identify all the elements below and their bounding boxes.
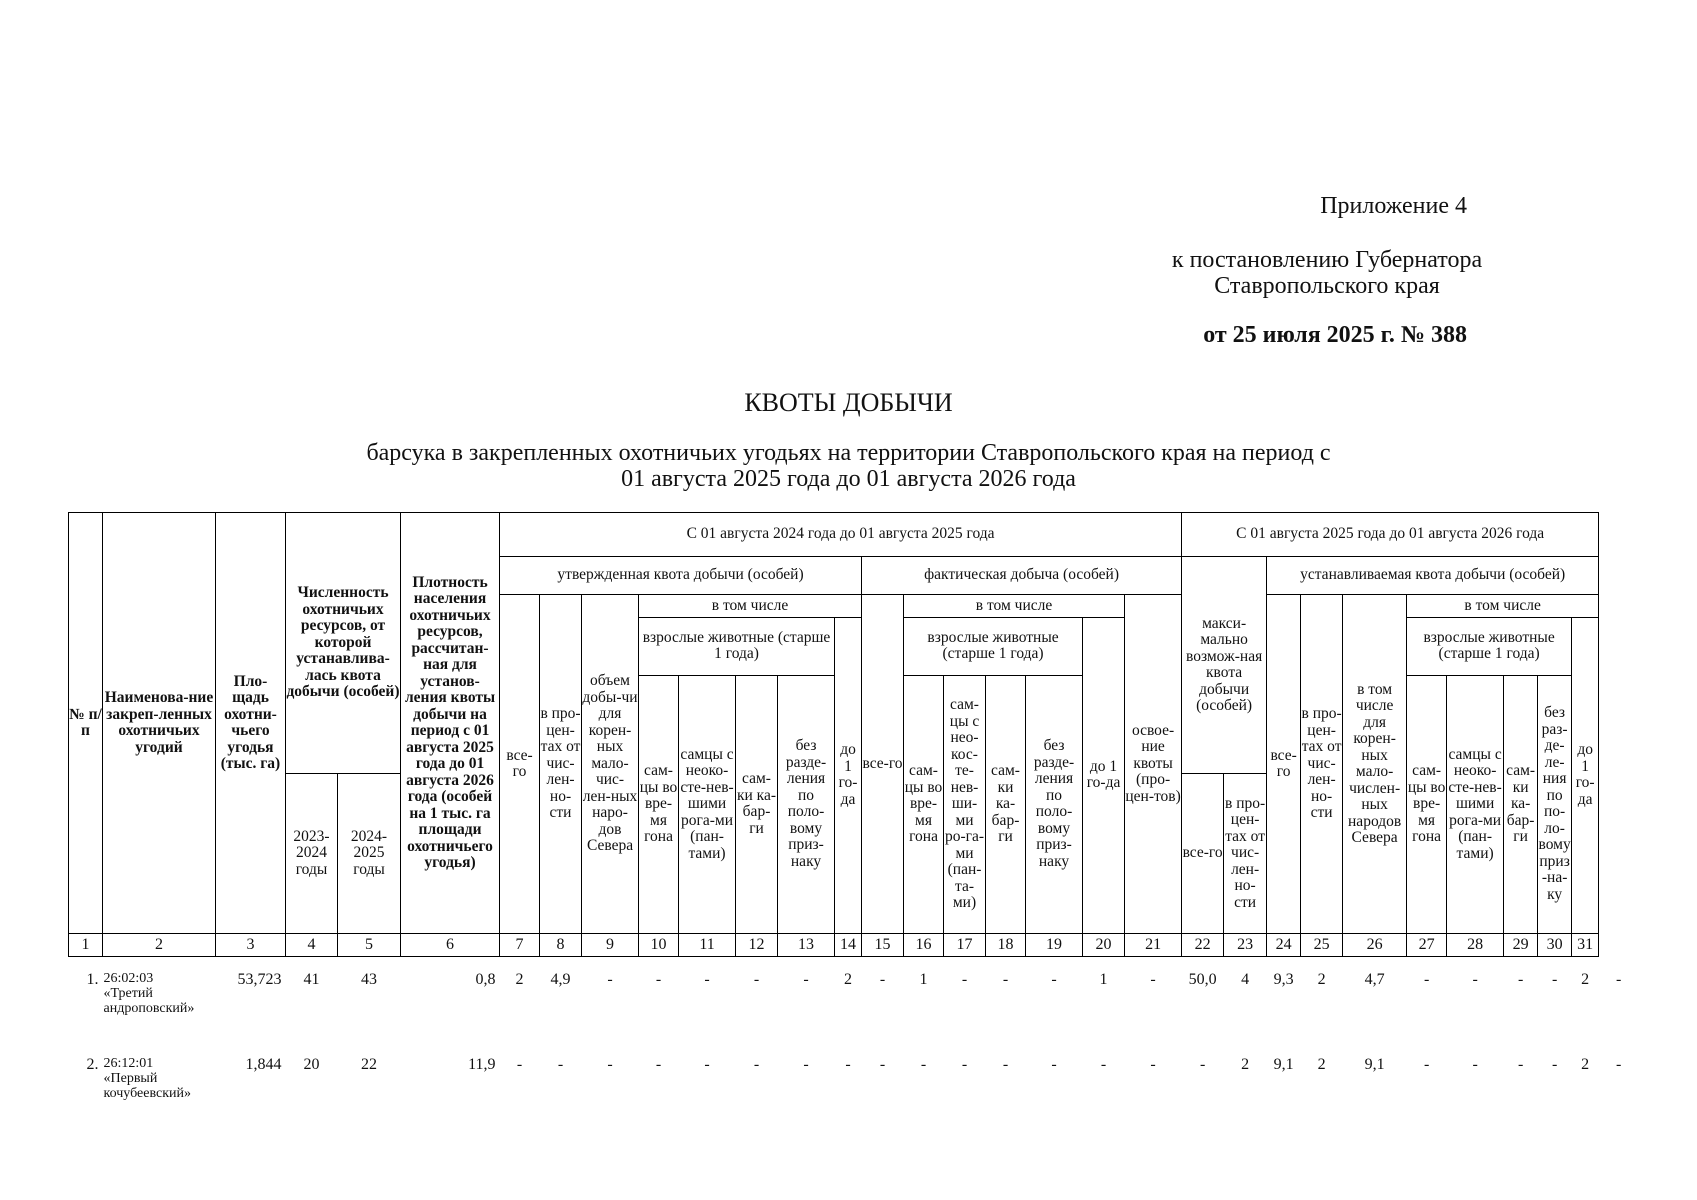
column-number-cell: 25 <box>1301 934 1343 957</box>
set-nosex-header: без раз-де-ле-ния по по-ло-вому приз-на-ку <box>1538 675 1572 933</box>
table-cell: 43 <box>361 971 377 988</box>
column-number-cell: 26 <box>1343 934 1407 957</box>
column-number-cell: 2 <box>103 934 216 957</box>
row-name-code: 26:12:01 <box>103 1056 154 1071</box>
approved-indigenous-header: объем добы-чи для корен-ных мало-чис-лен-ных наро-дов Севера <box>582 595 639 934</box>
table-cell: - <box>1100 1056 1107 1073</box>
table-cell: 1,844 <box>245 1056 282 1073</box>
col-num-header: № п/п <box>69 513 103 934</box>
approved-total-header: все-го <box>500 595 540 934</box>
table-cell: - <box>1150 1056 1156 1073</box>
table-cell: 2 <box>844 971 853 988</box>
table-cell: - <box>1051 971 1057 988</box>
table-cell: 53,723 <box>237 971 282 988</box>
mastery-header: освое-ние квоты (про-цен-тов) <box>1125 595 1182 934</box>
period-prev-header: С 01 августа 2024 года до 01 августа 2025 года <box>500 513 1182 557</box>
approved-under1-header: до 1 го-да <box>835 617 862 934</box>
table-cell: - <box>1551 971 1558 988</box>
table-cell: 0,8 <box>475 971 496 988</box>
actual-harvest-header: фактическая добыча (особей) <box>862 557 1182 595</box>
row-num: 1. <box>86 971 99 988</box>
table-cell: - <box>607 971 613 988</box>
table-cell: - <box>1472 971 1478 988</box>
table-cell: - <box>845 1056 851 1073</box>
column-number-cell: 22 <box>1182 934 1224 957</box>
column-number-cell: 13 <box>778 934 835 957</box>
row-name-code: 26:02:03 <box>103 971 154 986</box>
approved-percent-header: в про-цен-тах от чис-лен-но-сти <box>540 595 582 934</box>
column-number-cell: 27 <box>1407 934 1447 957</box>
table-cell: - <box>1423 971 1430 988</box>
table-cell: 2 <box>1241 1056 1250 1073</box>
column-number-row <box>69 934 1639 957</box>
table-cell: - <box>1051 1056 1057 1073</box>
table-row <box>69 957 1639 1043</box>
approved-females-header: сам-ки ка-бар-ги <box>736 675 778 933</box>
column-number-cell: 28 <box>1447 934 1504 957</box>
table-cell: - <box>557 1056 564 1073</box>
table-cell: - <box>1199 1056 1206 1073</box>
row-num: 2. <box>86 1056 99 1073</box>
table-cell: - <box>961 971 968 988</box>
table-cell: 4,9 <box>550 971 571 988</box>
set-under1-header: до 1 го-да <box>1572 617 1599 934</box>
column-number-cell: 11 <box>679 934 736 957</box>
table-cell: - <box>879 971 886 988</box>
row-name <box>103 1042 216 1127</box>
table-cell: - <box>1517 971 1524 988</box>
table-cell: 4 <box>1241 971 1250 988</box>
table-cell: - <box>803 971 809 988</box>
column-number-cell: 1 <box>69 934 103 957</box>
table-cell: 4,7 <box>1364 971 1385 988</box>
table-cell: - <box>961 1056 968 1073</box>
column-number-cell: 29 <box>1504 934 1538 957</box>
table-cell: - <box>704 971 710 988</box>
table-row <box>69 1042 1639 1127</box>
column-number-cell: 19 <box>1026 934 1083 957</box>
table-cell: - <box>920 1056 927 1073</box>
appendix-label: Приложение 4 <box>1320 193 1467 219</box>
table-cell: - <box>655 971 662 988</box>
column-number-cell: 18 <box>986 934 1026 957</box>
table-cell: - <box>1150 971 1156 988</box>
column-number-cell: 6 <box>401 934 500 957</box>
table-cell: - <box>1517 1056 1524 1073</box>
table-cell: - <box>803 1056 809 1073</box>
column-number-cell: 8 <box>540 934 582 957</box>
col-2023-2024-header: 2023-2024 годы <box>286 774 338 934</box>
actual-under1-header: до 1 го-да <box>1083 617 1125 934</box>
column-number-cell: 21 <box>1125 934 1182 957</box>
column-number-cell: 15 <box>862 934 904 957</box>
actual-nosex-header: без разде-ления по поло-вому приз-наку <box>1026 675 1083 933</box>
table-cell: - <box>1472 1056 1478 1073</box>
actual-males-antlers-header: сам-цы с нео-кос-те-нев-ши-ми ро-га-ми (пан-та-ми) <box>944 675 986 933</box>
set-percent-header: в про-цен-тах от чис-лен-но-сти <box>1301 595 1343 934</box>
actual-including-header: в том числе <box>904 595 1125 617</box>
max-quota-header: макси-мально возмож-ная квота добычи (особей) <box>1182 557 1267 774</box>
table-cell: - <box>879 1056 886 1073</box>
max-percent-header: в про-цен-тах от чис-лен-но-сти <box>1224 774 1267 934</box>
table-cell: 9,1 <box>1364 1056 1385 1073</box>
table-cell: 11,9 <box>468 1056 496 1073</box>
table-cell: - <box>1615 1056 1622 1073</box>
table-cell: 9,3 <box>1273 971 1294 988</box>
table-cell: 2 <box>515 971 524 988</box>
col-population-header: Численность охотничьих ресурсов, от которой устанавлива-лась квота добычи (особей) <box>286 513 401 774</box>
actual-females-header: сам-ки ка-бар-ги <box>986 675 1026 933</box>
table-cell: 1 <box>1099 971 1108 988</box>
table-cell: 1 <box>919 971 928 988</box>
set-quota-header: устанавливаемая квота добычи (особей) <box>1267 557 1599 595</box>
table-cell: - <box>753 971 760 988</box>
max-total-header: все-го <box>1182 774 1224 934</box>
actual-total-header: все-го <box>862 595 904 934</box>
document-subtitle: барсука в закрепленных охотничьих угодьях на территории Ставропольского края на период с 01 августа 2025 года до 01 августа 2026 года <box>366 440 1331 492</box>
set-males-rut-header: сам-цы во вре-мя гона <box>1407 675 1447 933</box>
approved-adults-header: взрослые животные (старше 1 года) <box>639 617 835 675</box>
table-cell: - <box>516 1056 523 1073</box>
period-next-header: С 01 августа 2025 года до 01 августа 2026 года <box>1182 513 1599 557</box>
set-indigenous-header: в том числе для корен-ных мало-числен-ных народов Севера <box>1343 595 1407 934</box>
column-number-cell: 12 <box>736 934 778 957</box>
actual-adults-header: взрослые животные (старше 1 года) <box>904 617 1083 675</box>
table-cell: - <box>704 1056 710 1073</box>
table-cell: - <box>1551 1056 1558 1073</box>
table-cell: - <box>1002 1056 1009 1073</box>
table-cell: - <box>607 1056 613 1073</box>
table-cell: 22 <box>361 1056 377 1073</box>
set-females-header: сам-ки ка-бар-ги <box>1504 675 1538 933</box>
column-number-cell: 5 <box>338 934 401 957</box>
col-density-header: Плотность населения охотничьих ресурсов, рассчитан-ная для установ-ления квоты добычи на период с 01 августа 2025 года до 01 августа 2026 года (особей на 1 тыс. га площади охотничьего угодья) <box>401 513 500 934</box>
set-including-header: в том числе <box>1407 595 1599 617</box>
table-cell: - <box>1615 970 1622 988</box>
column-number-cell: 20 <box>1083 934 1125 957</box>
table-cell: - <box>1002 971 1009 988</box>
actual-males-rut-header: сам-цы во вре-мя гона <box>904 675 944 933</box>
decree-reference: к постановлению Губернатора Ставропольского края <box>1171 247 1483 299</box>
table-cell: - <box>655 1056 662 1073</box>
table-cell: - <box>1423 1056 1430 1073</box>
table-cell: 9,1 <box>1273 1056 1294 1073</box>
column-number-cell: 7 <box>500 934 540 957</box>
quota-table <box>68 512 1639 1127</box>
column-number-cell: 30 <box>1538 934 1572 957</box>
col-area-header: Пло-щадь охотни-чьего угодья (тыс. га) <box>216 513 286 934</box>
column-number-cell: 16 <box>904 934 944 957</box>
table-cell: - <box>753 1056 760 1073</box>
table-cell: 2 <box>1317 971 1326 988</box>
table-cell: 2 <box>1317 1056 1326 1073</box>
row-name-text: «Третий андроповский» <box>103 986 195 1016</box>
row-name <box>103 957 216 1043</box>
column-number-cell: 10 <box>639 934 679 957</box>
column-number-cell: 4 <box>286 934 338 957</box>
column-number-cell: 17 <box>944 934 986 957</box>
table-cell: 41 <box>303 971 320 988</box>
approved-males-rut-header: сам-цы во вре-мя гона <box>639 675 679 933</box>
column-number-cell: 23 <box>1224 934 1267 957</box>
table-cell: 2 <box>1581 1056 1590 1073</box>
table-cell: 2 <box>1581 971 1590 988</box>
column-number-cell: 24 <box>1267 934 1301 957</box>
column-number-cell: 3 <box>216 934 286 957</box>
table-cell: 50,0 <box>1188 971 1217 988</box>
col-name-header: Наименова-ние закреп-ленных охотничьих угодий <box>103 513 216 934</box>
col-2024-2025-header: 2024-2025 годы <box>338 774 401 934</box>
approved-quota-header: утвержденная квота добычи (особей) <box>500 557 862 595</box>
approved-males-antlers-header: самцы с неоко-сте-нев-шими рога-ми (пан-тами) <box>679 675 736 933</box>
document-title: КВОТЫ ДОБЫЧИ <box>744 388 953 417</box>
column-number-cell: 31 <box>1572 934 1599 957</box>
set-adults-header: взрослые животные (старше 1 года) <box>1407 617 1572 675</box>
table-cell: 20 <box>303 1056 320 1073</box>
set-total-header: все-го <box>1267 595 1301 934</box>
approved-nosex-header: без разде-ления по поло-вому приз-наку <box>778 675 835 933</box>
column-number-cell: 14 <box>835 934 862 957</box>
column-number-cell: 9 <box>582 934 639 957</box>
approved-including-header: в том числе <box>639 595 862 617</box>
decree-date-number: от 25 июля 2025 г. № 388 <box>1203 322 1467 348</box>
row-name-text: «Первый кочубеевский» <box>103 1071 191 1101</box>
set-males-antlers-header: самцы с неоко-сте-нев-шими рога-ми (пан-тами) <box>1447 675 1504 933</box>
